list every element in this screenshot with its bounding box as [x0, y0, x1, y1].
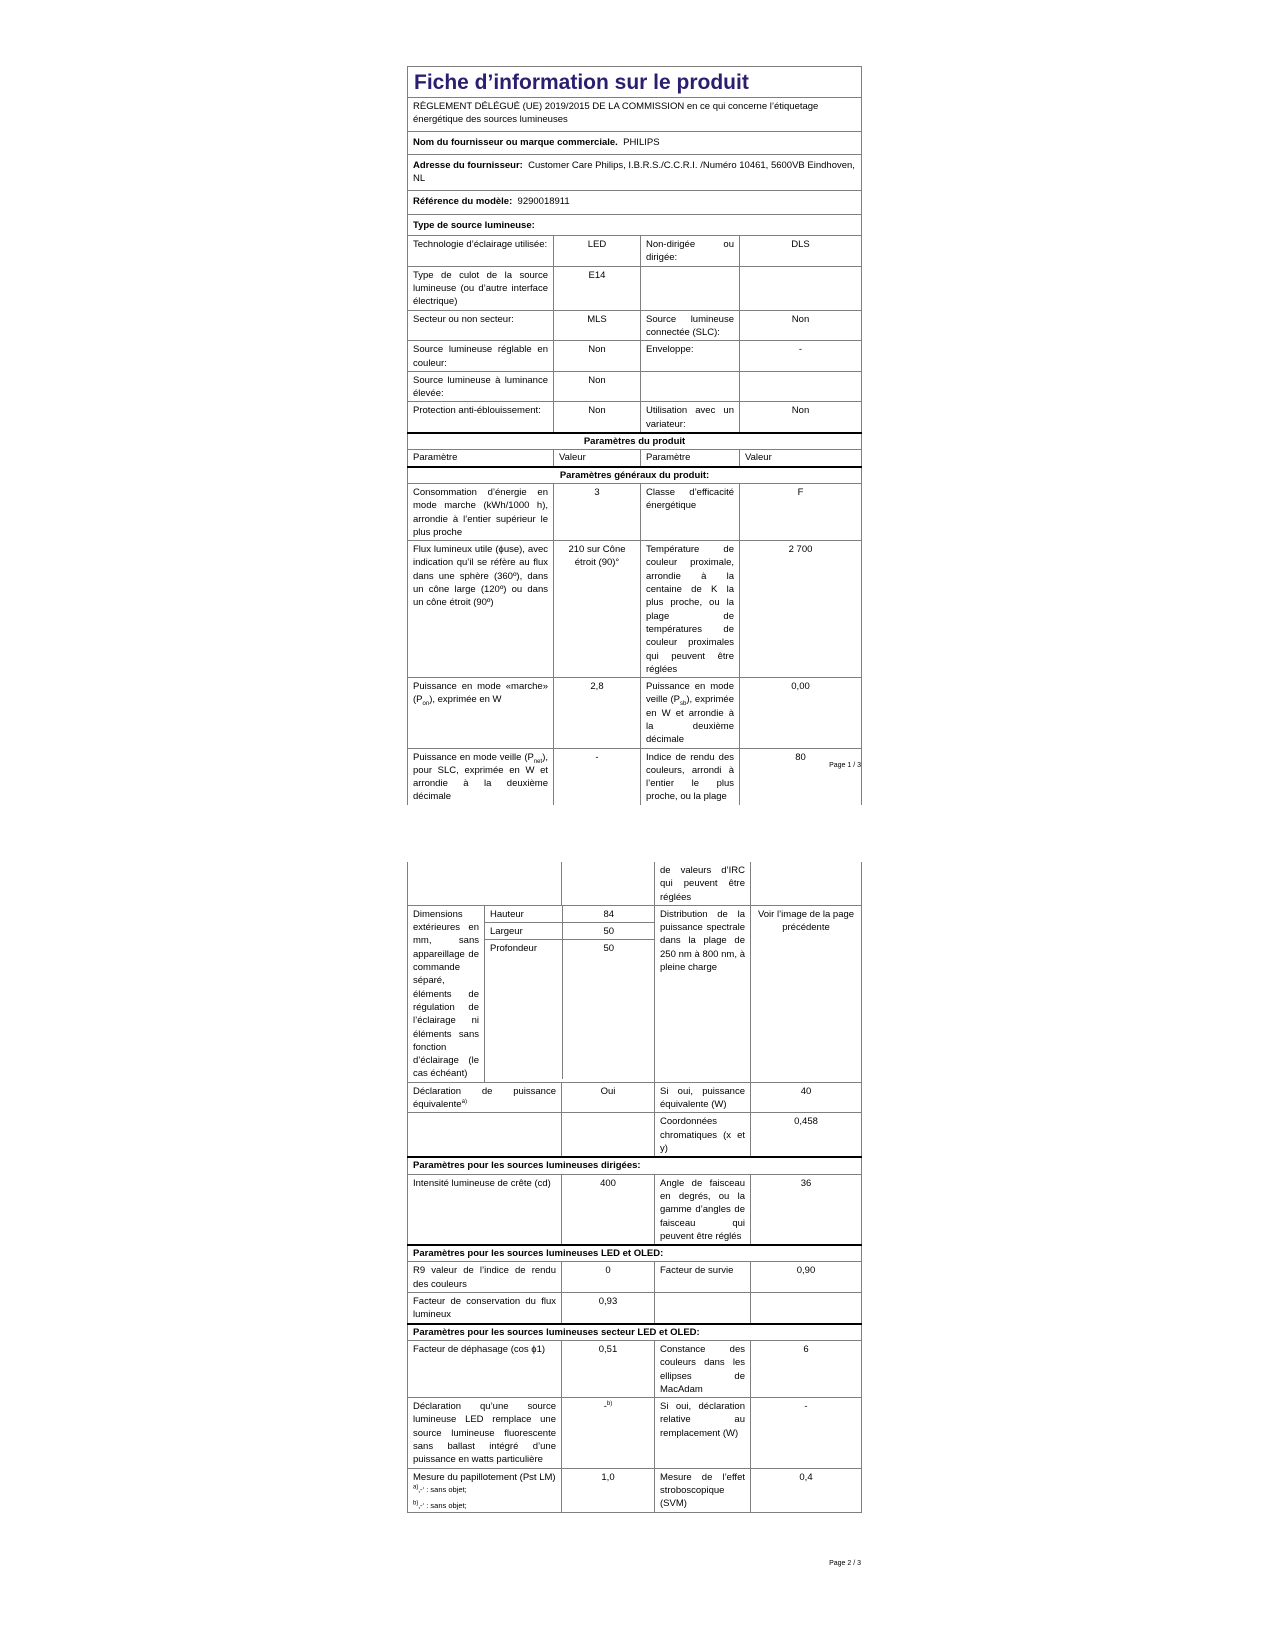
- mains-params-header: Paramètres pour les sources lumineuses secteur LED et OLED:: [408, 1324, 862, 1341]
- param-row: Mesure du papillotement (Pst LM) 1,0 Mesure de l’effet stroboscopique (SVM) 0,4: [408, 1468, 862, 1512]
- page-number-1: Page 1 / 3: [829, 762, 861, 769]
- param-row-continued: de valeurs d’IRC qui peuvent être réglées: [408, 862, 862, 905]
- directed-params-header: Paramètres pour les sources lumineuses dirigées:: [408, 1157, 862, 1174]
- page-2: [407, 862, 861, 1513]
- param-row: Coordonnées chromatiques (x et y) 0,458: [408, 1113, 862, 1158]
- param-row: Facteur de conservation du flux lumineux 0,93: [408, 1293, 862, 1324]
- footnote-a: $^{a)}$‚-‘ : sans objet;: [413, 1484, 467, 1494]
- dimensions-subtable: Hauteur 84 Largeur 50 Profondeur 50: [485, 906, 655, 1080]
- product-info-table-page-2: [407, 862, 862, 1513]
- param-row: Flux lumineux utile (ϕuse), avec indication qu’il se réfère au flux dans une sphère (360º), dans un cône large (120º) ou dans un cône étroit (90º) 210 sur Cône étroit (90)° Température de couleur proximale, arrondie à la centaine de K la plus proche, ou la plage de températures de couleur proximales qui peuvent être réglées 2 700: [408, 541, 862, 678]
- type-row: Secteur ou non secteur: MLS Source lumineuse connectée (SLC): Non: [408, 310, 862, 341]
- regulation-text: RÈGLEMENT DÉLÉGUÉ (UE) 2019/2015 DE LA COMMISSION en ce qui concerne l’étiquetage énergétique des sources lumineuses: [408, 98, 862, 132]
- type-row: Technologie d’éclairage utilisée: LED Non-dirigée ou dirigée: DLS: [408, 236, 862, 267]
- param-row: Déclaration de puissance équivalente$^{a)}$ Oui Si oui, puissance équivalente (W) 40: [408, 1082, 862, 1113]
- product-info-table-page-1: [407, 66, 862, 805]
- param-row: Intensité lumineuse de crête (cd) 400 Angle de faisceau en degrés, ou la gamme d’angles de faisceau qui peuvent être réglés 36: [408, 1174, 862, 1245]
- param-row: Déclaration qu’une source lumineuse LED remplace une source lumineuse fluorescente sans ballast intégré d’une puissance en watts particulière -$^{b)}$ Si oui, déclaration relative au remplacement (W) -: [408, 1398, 862, 1468]
- document-title: Fiche d’information sur le produit: [408, 67, 862, 98]
- led-params-header: Paramètres pour les sources lumineuses LED et OLED:: [408, 1245, 862, 1262]
- footnote-b: $^{b)}$‚-‘ : sans objet;: [413, 1500, 467, 1510]
- type-row: Type de culot de la source lumineuse (ou d’autre interface électrique) E14: [408, 266, 862, 310]
- param-row: R9 valeur de l’indice de rendu des couleurs 0 Facteur de survie 0,90: [408, 1262, 862, 1293]
- param-row: Puissance en mode «marche» $(P_{on})$, exprimée en W 2,8 Puissance en mode veille $(P_{sb})$, exprimée en W et arrondie à la deuxième décimale 0,00: [408, 678, 862, 748]
- dimensions-row: Dimensions extérieures en mm, sans appareillage de commande séparé, éléments de régulation de l’éclairage ni éléments sans fonction d’éclairage (le cas échéant) Hauteur 84 Largeur 50 Profondeur 50 Distribution de la puissance spectrale dans la plage de 250 nm à 800 nm, à pleine charge Voir l’image de la page précédente: [408, 905, 862, 1082]
- supplier-row: Nom du fournisseur ou marque commerciale. PHILIPS: [408, 131, 862, 154]
- page-1: [407, 66, 861, 805]
- param-row: Puissance en mode veille $(P_{net})$, pour SLC, exprimée en W et arrondie à la deuxième décimale - Indice de rendu des couleurs, arrondi à l’entier le plus proche, ou la plage 80: [408, 748, 862, 805]
- general-params-header: Paramètres généraux du produit:: [408, 467, 862, 484]
- type-row: Source lumineuse réglable en couleur: Non Enveloppe: -: [408, 341, 862, 372]
- type-row: Protection anti-éblouissement: Non Utilisation avec un variateur: Non: [408, 402, 862, 433]
- address-row: Adresse du fournisseur: Customer Care Philips, I.B.R.S./C.C.R.I. /Numéro 10461, 5600VB Eindhoven, NL: [408, 154, 862, 191]
- model-row: Référence du modèle: 9290018911: [408, 191, 862, 214]
- param-row: Consommation d’énergie en mode marche (kWh/1000 h), arrondie à l’entier supérieur le plus proche 3 Classe d’efficacité énergétique F: [408, 483, 862, 540]
- type-header: Type de source lumineuse:: [408, 214, 862, 235]
- type-row: Source lumineuse à luminance élevée: Non: [408, 371, 862, 402]
- page-number-2: Page 2 / 3: [829, 1560, 861, 1567]
- column-headers: Paramètre Valeur Paramètre Valeur: [408, 450, 862, 467]
- param-row: Facteur de déphasage (cos ϕ1) 0,51 Constance des couleurs dans les ellipses de MacAdam 6: [408, 1340, 862, 1397]
- product-params-header: Paramètres du produit: [408, 433, 862, 450]
